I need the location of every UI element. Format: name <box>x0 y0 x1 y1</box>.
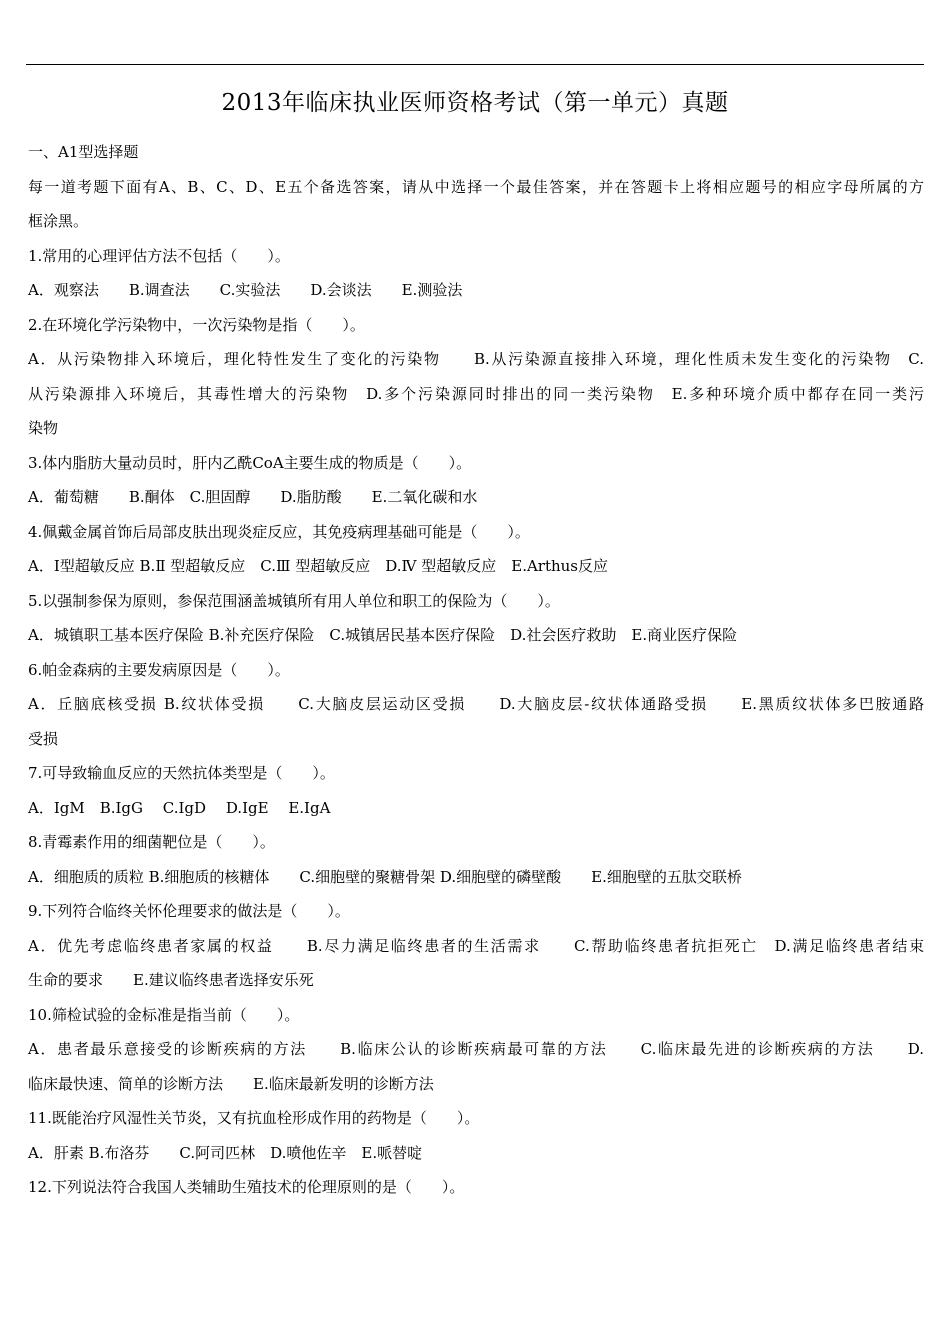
answer-options-line: A．从污染物排入环境后，理化特性发生了变化的污染物 B.从污染源直接排入环境，理化性质未发生变化的污染物 C. <box>28 350 924 368</box>
section-heading: 一、A1型选择题 <box>28 143 139 161</box>
question-stem: 9.下列符合临终关怀伦理要求的做法是（ ）。 <box>28 902 350 920</box>
answer-options-line: A．优先考虑临终患者家属的权益 B.尽力满足临终患者的生活需求 C.帮助临终患者抗拒死亡 D.满足临终患者结束 <box>28 936 924 955</box>
document-title: 2013年临床执业医师资格考试（第一单元）真题 <box>221 90 729 116</box>
question-stem: 3.体内脂肪大量动员时，肝内乙酰CoA主要生成的物质是（ ）。 <box>28 453 472 472</box>
answer-options-line: 临床最快速、简单的诊断方法 E.临床最新发明的诊断方法 <box>28 1074 434 1093</box>
answer-options-line: 生命的要求 E.建议临终患者选择安乐死 <box>28 971 314 989</box>
answer-options-line: A．丘脑底核受损 B.纹状体受损 C.大脑皮层运动区受损 D.大脑皮层-纹状体通路受损 E.黑质纹状体多巴胺通路 <box>28 695 924 713</box>
header-rule <box>26 64 924 65</box>
question-1 <box>28 239 924 308</box>
question-6 <box>28 653 924 757</box>
question-3 <box>28 446 924 515</box>
instruction-line: 框涂黑。 <box>28 212 89 230</box>
answer-options-line: 受损 <box>28 729 59 748</box>
question-stem: 12.下列说法符合我国人类辅助生殖技术的伦理原则的是（ ）。 <box>28 1178 465 1196</box>
answer-options-line: A．Ⅰ型超敏反应 B.Ⅱ 型超敏反应 C.Ⅲ 型超敏反应 D.Ⅳ 型超敏反应 E.Arthus反应 <box>28 557 609 575</box>
answer-options-line: A．IgM B.IgG C.IgD D.IgE E.IgA <box>28 798 331 817</box>
document-body <box>28 135 924 1205</box>
question-7 <box>28 756 924 825</box>
answer-options-line: A．患者最乐意接受的诊断疾病的方法 B.临床公认的诊断疾病最可靠的方法 C.临床最先进的诊断疾病的方法 D. <box>28 1040 924 1058</box>
answer-options-line: A．肝素 B.布洛芬 C.阿司匹林 D.喷他佐辛 E.哌替啶 <box>28 1143 423 1162</box>
question-4 <box>28 515 924 584</box>
answer-options-line: 染物 <box>28 419 59 437</box>
question-stem: 11.既能治疗风湿性关节炎，又有抗血栓形成作用的药物是（ ）。 <box>28 1109 480 1127</box>
question-5 <box>28 584 924 653</box>
question-10 <box>28 998 924 1102</box>
question-12 <box>28 1170 924 1205</box>
question-11 <box>28 1101 924 1170</box>
answer-options-line: A．城镇职工基本医疗保险 B.补充医疗保险 C.城镇居民基本医疗保险 D.社会医疗救助 E.商业医疗保险 <box>28 626 738 644</box>
question-stem: 2.在环境化学污染物中，一次污染物是指（ ）。 <box>28 315 365 334</box>
answer-options-line: A．葡萄糖 B.酮体 C.胆固醇 D.脂肪酸 E.二氧化碳和水 <box>28 488 478 506</box>
answer-options-line: A．观察法 B.调查法 C.实验法 D.会谈法 E.测验法 <box>28 281 463 299</box>
question-8 <box>28 825 924 894</box>
answer-options-line: 从污染源排入环境后，其毒性增大的污染物 D.多个污染源同时排出的同一类污染物 E.多种环境介质中都存在同一类污 <box>28 384 924 403</box>
question-9 <box>28 894 924 998</box>
question-list <box>28 239 924 1205</box>
question-stem: 6.帕金森病的主要发病原因是（ ）。 <box>28 660 290 679</box>
answer-options-line: A．细胞质的质粒 B.细胞质的核糖体 C.细胞壁的聚糖骨架 D.细胞壁的磷壁酸 E.细胞壁的五肽交联桥 <box>28 867 742 886</box>
question-stem: 5.以强制参保为原则，参保范围涵盖城镇所有用人单位和职工的保险为（ ）。 <box>28 591 560 610</box>
question-stem: 7.可导致输血反应的天然抗体类型是（ ）。 <box>28 764 335 782</box>
question-stem: 4.佩戴金属首饰后局部皮肤出现炎症反应，其免疫病理基础可能是（ ）。 <box>28 522 530 541</box>
question-stem: 10.筛检试验的金标准是指当前（ ）。 <box>28 1005 300 1024</box>
question-stem: 8.青霉素作用的细菌靶位是（ ）。 <box>28 833 275 851</box>
instruction-line: 每一道考题下面有A、B、C、D、E五个备选答案，请从中选择一个最佳答案，并在答题卡上将相应题号的相应字母所属的方 <box>28 177 924 196</box>
question-stem: 1.常用的心理评估方法不包括（ ）。 <box>28 246 290 265</box>
question-2 <box>28 308 924 446</box>
